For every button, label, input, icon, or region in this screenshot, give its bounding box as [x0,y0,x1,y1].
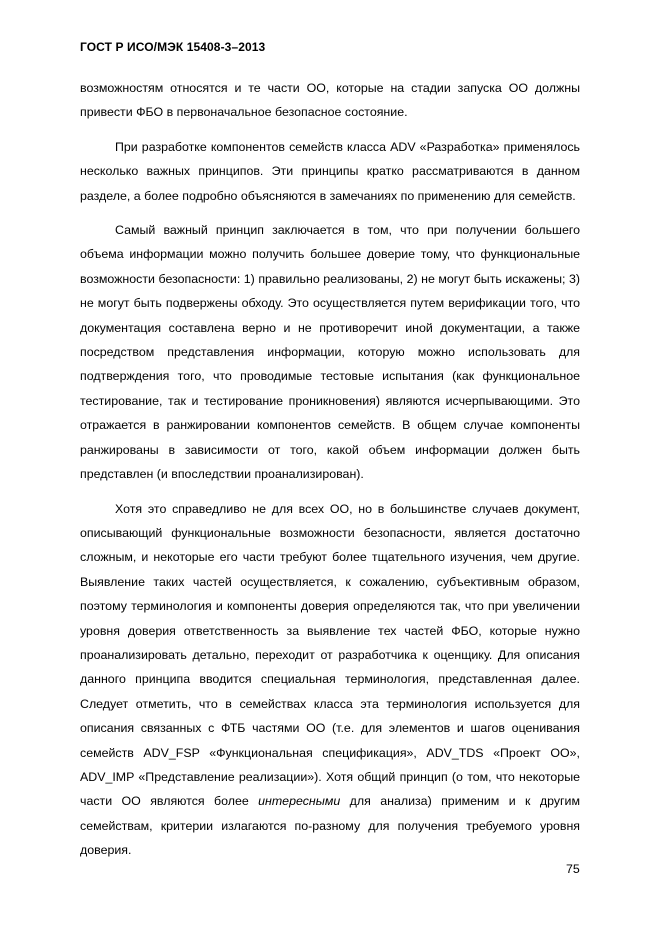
paragraph-continuation: возможностям относятся и те части ОО, которые на стадии запуска ОО должны привести ФБО в первоначальное безопасное состояние. [80,81,580,120]
page-number: 75 [566,862,580,876]
paragraph-adv-principles: При разработке компонентов семейств класса ADV «Разработка» применялось несколько важных принципов. Эти принципы кратко рассматриваются в данном разделе, а более подробно объясняются в замечаниях по применению для семейств. [80,139,580,203]
paragraph-text-before-emphasis: Хотя это справедливо не для всех ОО, но в большинстве случаев документ, описывающий функциональные возможности безопасности, является достаточно сложным, и некоторые его части требуют более тщательного изучения, чем другие. Выявление таких частей осуществляется, к сожалению, субъективным образом, поэтому терминология и компоненты доверия определяются так, что при увеличении уровня доверия ответственность за выявление тех частей ФБО, которые нужно проанализировать детально, переходит от разработчика к оценщику. Для описания данного принципа вводится специальная терминология, представленная далее. Следует отметить, что в семействах класса эта терминология используется для описания связанных с ФТБ частями ОО (т.е. для элементов и шагов оценивания семейств ADV_FSP «Функциональная спецификация», ADV_TDS «Проект ОО», ADV_IMP «Представление реализации»). Хотя общий принцип (о том, что некоторые части ОО являются более [80,501,580,809]
document-header: ГОСТ Р ИСО/МЭК 15408-3–2013 [80,40,266,54]
document-body [80,76,580,873]
paragraph-main-principle: Самый важный принцип заключается в том, что при получении большего объема информации можно получить большее доверие тому, что функциональные возможности безопасности: 1) правильно реализованы, 2) не могут быть искажены; 3) не могут быть подвержены обходу. Это осуществляется путем верификации того, что документация составлена верно и не противоречит иной документации, а также посредством представления информации, которую можно использовать для подтверждения того, что проводимые тестовые испытания (как функциональное тестирование, так и тестирование проникновения) являются исчерпывающими. Это отражается в ранжировании компонентов семейств. В общем случае компоненты ранжированы в зависимости от того, какой объем информации должен быть представлен (и впоследствии проанализирован). [80,223,580,482]
paragraph-terminology [80,497,580,863]
emphasized-word: интересными [258,794,341,809]
paragraph-text-after-emphasis: для анализа) применим и к другим семействам, критерии излагаются по-разному для получения требуемого уровня доверия. [80,794,580,858]
